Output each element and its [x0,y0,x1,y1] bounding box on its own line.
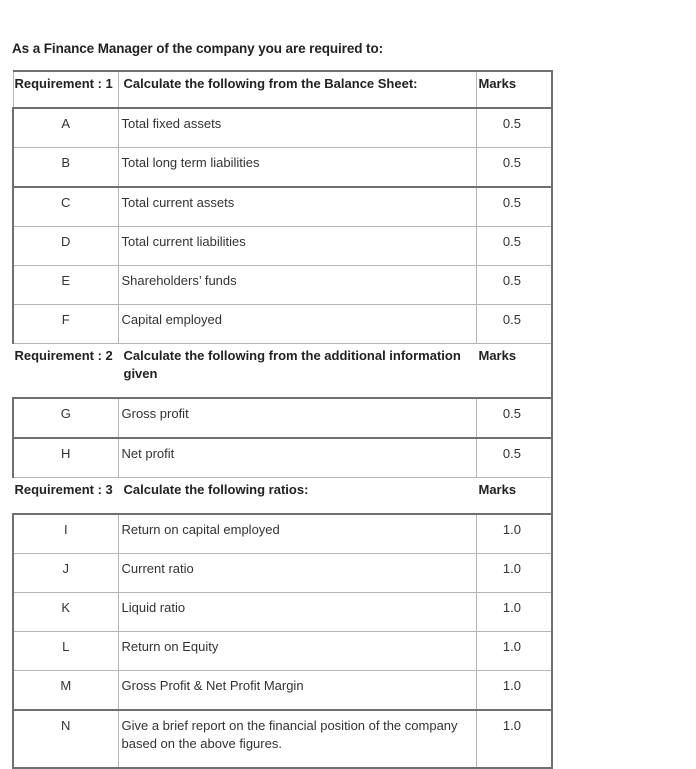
requirement-title: Calculate the following from the Balance Sheet: [118,71,476,108]
requirements-table [12,70,553,769]
item-letter: N [13,710,118,768]
item-marks: 1.0 [476,671,552,711]
table-row [13,671,552,711]
item-description: Current ratio [118,554,476,593]
item-description: Shareholders’ funds [118,266,476,305]
requirement-label: Requirement : 1 [13,71,118,108]
table-row [13,266,552,305]
item-letter: F [13,305,118,344]
item-description: Total long term liabilities [118,148,476,188]
item-letter: B [13,148,118,188]
item-description: Total fixed assets [118,108,476,148]
item-marks: 0.5 [476,438,552,478]
item-marks: 0.5 [476,266,552,305]
item-description: Total current assets [118,187,476,227]
item-letter: J [13,554,118,593]
table-row [13,554,552,593]
item-marks: 1.0 [476,710,552,768]
requirement-header [13,344,552,399]
item-description: Gross Profit & Net Profit Margin [118,671,476,711]
table-row [13,148,552,188]
table-row [13,398,552,438]
requirement-title: Calculate the following from the additional information given [118,344,476,399]
requirement-header [13,478,552,515]
item-marks: 1.0 [476,554,552,593]
table-row [13,514,552,554]
requirement-title: Calculate the following ratios: [118,478,476,515]
item-letter: C [13,187,118,227]
item-marks: 0.5 [476,305,552,344]
table-row [13,227,552,266]
item-marks: 1.0 [476,632,552,671]
item-marks: 0.5 [476,187,552,227]
table-row [13,438,552,478]
table-row [13,593,552,632]
item-letter: E [13,266,118,305]
item-letter: I [13,514,118,554]
item-marks: 0.5 [476,108,552,148]
item-marks: 0.5 [476,227,552,266]
item-letter: K [13,593,118,632]
table-row [13,108,552,148]
item-letter: G [13,398,118,438]
requirement-label: Requirement : 2 [13,344,118,399]
item-marks: 0.5 [476,148,552,188]
item-marks: 1.0 [476,593,552,632]
item-letter: A [13,108,118,148]
item-description: Give a brief report on the financial position of the company based on the above figures. [118,710,476,768]
item-description: Return on Equity [118,632,476,671]
marks-header: Marks [476,344,552,399]
table-row [13,187,552,227]
table-row [13,632,552,671]
item-letter: D [13,227,118,266]
item-description: Liquid ratio [118,593,476,632]
item-letter: H [13,438,118,478]
item-description: Return on capital employed [118,514,476,554]
item-letter: M [13,671,118,711]
item-description: Capital employed [118,305,476,344]
table-row [13,305,552,344]
marks-header: Marks [476,71,552,108]
item-letter: L [13,632,118,671]
requirement-label: Requirement : 3 [13,478,118,515]
item-description: Total current liabilities [118,227,476,266]
intro-heading: As a Finance Manager of the company you are required to: [12,41,383,56]
table-row [13,710,552,768]
item-marks: 1.0 [476,514,552,554]
marks-header: Marks [476,478,552,515]
item-description: Net profit [118,438,476,478]
item-description: Gross profit [118,398,476,438]
item-marks: 0.5 [476,398,552,438]
requirement-header [13,71,552,108]
